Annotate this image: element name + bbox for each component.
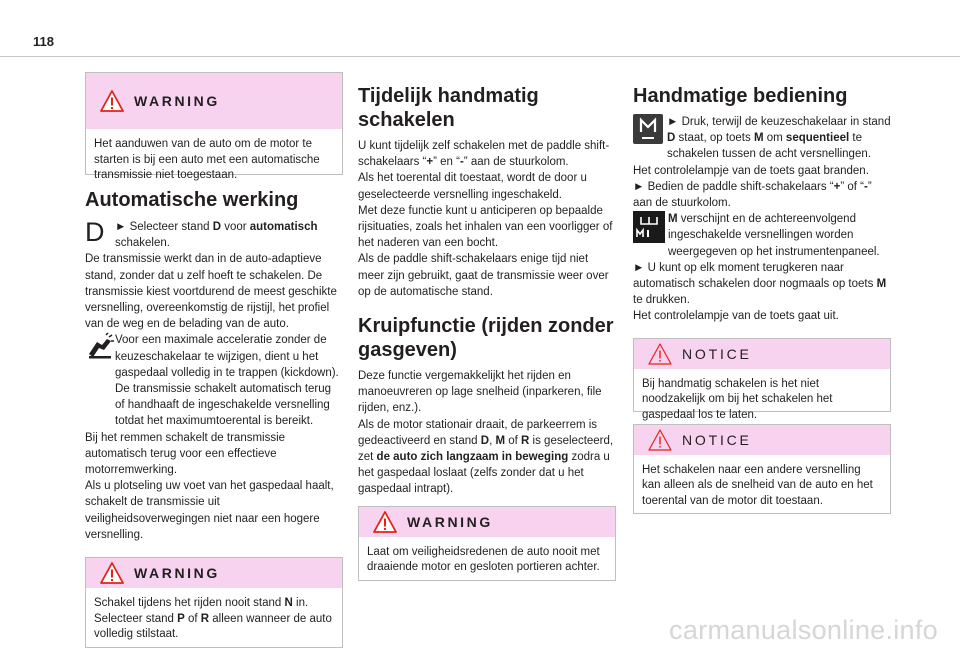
warning-text: Schakel tijdens het rijden nooit stand N in. Selecteer stand P of R alleen wanneer de auto volledig stilstaat. — [94, 597, 332, 641]
warning-label: WARNING — [134, 93, 220, 109]
warning-triangle-icon — [100, 562, 124, 584]
kickdown-pedal-icon — [85, 332, 115, 360]
warning-header — [86, 558, 342, 588]
notice-text: Het schakelen naar een andere versnelling kan alleen als de snelheid van de auto en het toerental van de motor dit toestaan. — [642, 463, 873, 507]
notice-text: Bij handmatig schakelen is het niet noodzakelijk om bij het schakelen het gaspedaal los te laten. — [642, 377, 833, 421]
section-heading: Tijdelijk handmatig schakelen — [358, 85, 539, 131]
kickdown-text: Voor een maximale acceleratie zonder de keuzeschakelaar te wijzigen, dient u het gaspedaal volledig in te trappen (kickdown). De transmissie schakelt automatisch terug of handhaaft de ingeschakelde versnelling totdat het maximumtoerental is bereikt. — [115, 334, 339, 428]
notice-header — [634, 339, 890, 369]
paragraph: Het controlelampje van de toets gaat branden. — [633, 164, 869, 177]
warning-label: WARNING — [134, 565, 220, 582]
notice-label: NOTICE — [682, 431, 752, 448]
warning-header — [86, 73, 342, 129]
paragraph: Bij het remmen schakelt de transmissie automatisch terug voor een effectieve motorremwerking. — [85, 431, 286, 477]
warning-text: Laat om veiligheidsredenen de auto nooit met draaiende motor en gesloten portieren achter. — [367, 545, 600, 574]
paragraph: Het controlelampje van de toets gaat uit. — [633, 310, 839, 323]
notice-header — [634, 425, 890, 455]
notice-box — [633, 338, 891, 421]
watermark: carmanualsonline.info — [669, 615, 938, 645]
notice-triangle-icon — [648, 343, 672, 365]
warning-triangle-icon — [373, 511, 397, 533]
section-heading: Handmatige bediening — [633, 85, 848, 107]
paragraph: Als de motor stationair draait, de parkeerrem is gedeactiveerd en stand D, M of R is geselecteerd, zet de auto zich langzaam in beweging zodra u het gaspedaal loslaat (zelfs zonder dat u het gaspedaal intrapt). — [358, 418, 614, 496]
step-sequential: ► Druk, terwijl de keuzeschakelaar in stand D staat, op toets M om sequentieel te schakelen tussen de acht versnellingen. — [633, 114, 891, 163]
section-heading: Kruipfunctie (rijden zonder gasgeven) — [358, 315, 614, 362]
gear-d-symbol: D — [85, 217, 105, 247]
paragraph: De transmissie werkt dan in de auto-adaptieve stand, zonder dat u zelf hoeft te schakelen. De transmissie kiest voortdurend de meest geschikte versnelling, overeenkomstig de rijstijl, het profiel van de weg en de belading van de auto. — [85, 253, 337, 331]
warning-label: WARNING — [407, 513, 493, 530]
column-3 — [633, 84, 891, 526]
column-1 — [85, 72, 343, 660]
paragraph: Met deze functie kunt u anticiperen op bepaalde rijsituaties, zoals het inhalen van een voorligger of het naderen van een bocht. — [358, 204, 613, 250]
m-display-block: M verschijnt en de achtereenvolgend ingeschakelde versnellingen worden weergegeven op het instrumentenpaneel. — [633, 211, 891, 260]
page-number: 118 — [33, 34, 54, 49]
paragraph: ► Bedien de paddle shift-schakelaars “+” of “-” aan de stuurkolom. — [633, 180, 872, 210]
warning-header — [359, 507, 615, 537]
warning-triangle-icon — [100, 90, 124, 112]
paragraph: Als de paddle shift-schakelaars enige tijd niet meer zijn gebruikt, gaat de transmissie weer over op de automatische stand. — [358, 253, 609, 298]
notice-box — [633, 424, 891, 514]
warning-box — [358, 506, 616, 581]
notice-triangle-icon — [648, 429, 672, 451]
paragraph: Als u plotseling uw voet van het gaspedaal haalt, schakelt de transmissie uit veiligheidsoverwegingen niet naar een hogere versnelling. — [85, 480, 334, 541]
instrument-m-gear-icon — [633, 211, 665, 243]
paragraph: Als het toerental dit toestaat, wordt de door u geselecteerde versnelling ingeschakeld. — [358, 172, 587, 201]
m-button-icon — [633, 114, 663, 144]
paragraph: Deze functie vergemakkelijkt het rijden en manoeuvreren op lage snelheid (inparkeren, file rijden, enz.). — [358, 370, 602, 415]
kickdown-block — [85, 332, 343, 429]
notice-label: NOTICE — [682, 345, 752, 362]
warning-box — [85, 557, 343, 648]
step-automatic: D ► Selecteer stand D voor automatisch schakelen. — [85, 217, 318, 250]
header-rule — [0, 56, 960, 57]
column-2 — [358, 84, 616, 593]
paragraph: U kunt tijdelijk zelf schakelen met de paddle shift-schakelaars “+” en “-” aan de stuurkolom. — [358, 140, 610, 169]
warning-box — [85, 72, 343, 181]
section-heading: Automatische werking — [85, 189, 299, 211]
warning-text: Het aanduwen van de auto om de motor te starten is bij een auto met een automatische transmissie niet toegestaan. — [94, 138, 320, 181]
paragraph: ► U kunt op elk moment terugkeren naar automatisch schakelen door nogmaals op toets M te drukken. — [633, 261, 887, 307]
